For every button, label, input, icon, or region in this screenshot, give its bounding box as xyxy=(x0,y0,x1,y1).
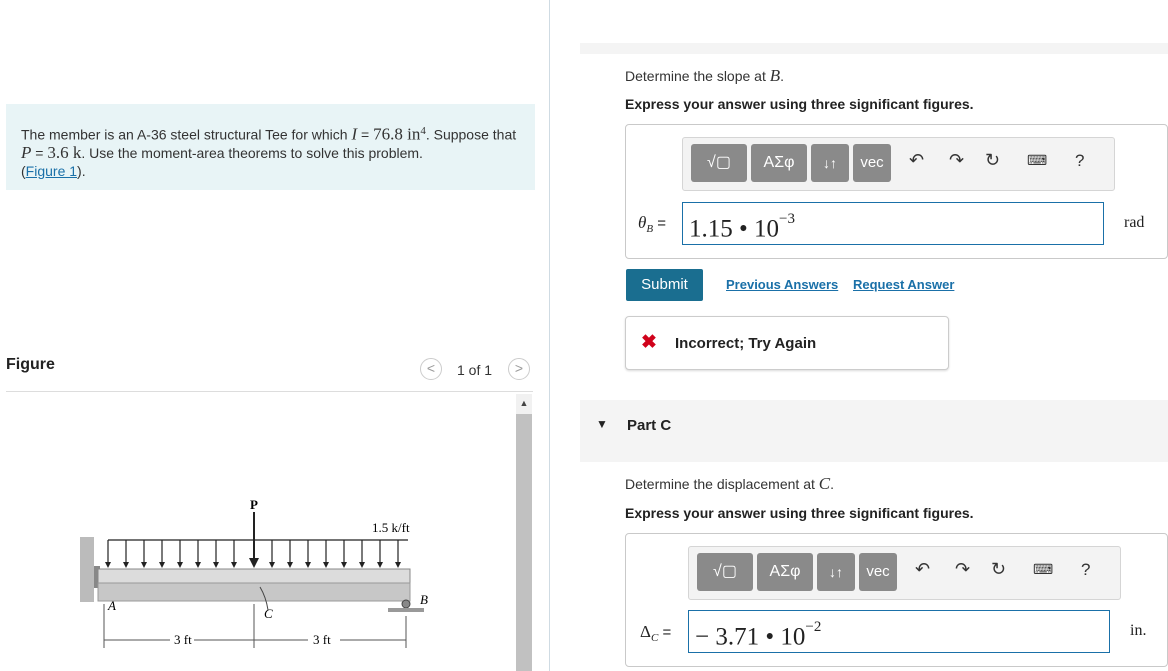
problem-text-3: . Use the moment-area theorems to solve this problem. xyxy=(81,144,423,161)
load-value: 3.6 k xyxy=(47,142,82,162)
reset-icon-c[interactable]: ↻ xyxy=(991,559,1007,579)
label-P: P xyxy=(250,497,258,512)
figure-divider xyxy=(6,391,533,392)
request-answer-link[interactable]: Request Answer xyxy=(853,277,955,292)
greek-symbols-button[interactable]: ΑΣφ xyxy=(751,144,807,182)
delta-symbol: Δ xyxy=(640,622,651,641)
templates-button-c[interactable]: √▢ xyxy=(697,553,753,591)
delta-subscript: C xyxy=(650,632,659,644)
moment-of-inertia-symbol: I xyxy=(351,124,358,144)
part-b-prompt xyxy=(625,66,784,86)
theta-subscript: B xyxy=(646,223,654,235)
reset-icon[interactable]: ↻ xyxy=(985,150,1001,170)
part-b-answer-base: 1.15 • 10 xyxy=(689,215,780,243)
label-A: A xyxy=(108,598,116,613)
redo-icon[interactable]: ↷ xyxy=(949,150,965,170)
equals-label-c: = xyxy=(658,624,672,641)
part-c-variable-label xyxy=(640,622,671,644)
undo-icon[interactable]: ↶ xyxy=(909,150,925,170)
point-load-arrow-head xyxy=(249,558,259,568)
redo-icon-c[interactable]: ↷ xyxy=(955,559,971,579)
moment-of-inertia-exponent: 4 xyxy=(420,125,426,137)
pane-divider xyxy=(549,0,550,671)
part-c-prompt-suffix: . xyxy=(830,476,834,492)
part-c-answer-base: − 3.71 • 10 xyxy=(695,623,806,651)
part-b-header-band xyxy=(580,43,1168,54)
roller-B xyxy=(402,600,410,608)
part-b-prompt-suffix: . xyxy=(780,68,785,84)
part-c-instruction: Express your answer using three significant figures. xyxy=(625,505,974,521)
problem-intro: The member is an A-36 steel structural Tee for which xyxy=(21,126,352,143)
feedback-box xyxy=(625,316,949,370)
incorrect-icon: ✖ xyxy=(641,332,657,353)
part-c-title: Part C xyxy=(627,417,672,434)
submit-button[interactable]: Submit xyxy=(626,269,703,301)
help-icon-c[interactable]: ? xyxy=(1081,560,1091,579)
part-c-answer-exponent: −2 xyxy=(805,619,822,635)
part-c-header[interactable] xyxy=(580,400,1168,462)
fixed-wall-support xyxy=(80,537,94,602)
beam-figure xyxy=(70,492,440,662)
part-b-answer-exponent: −3 xyxy=(779,211,795,227)
greek-symbols-button-c[interactable]: ΑΣφ xyxy=(757,553,813,591)
undo-icon-c[interactable]: ↶ xyxy=(915,559,931,579)
moment-of-inertia-value: 76.8 in xyxy=(373,124,421,144)
previous-figure-button[interactable]: < xyxy=(420,358,442,380)
keyboard-icon-c[interactable]: ⌨ xyxy=(1033,561,1054,577)
part-b-math-toolbar xyxy=(682,137,1115,191)
templates-button[interactable]: √▢ xyxy=(691,144,747,182)
figure-pager: 1 of 1 xyxy=(457,362,493,378)
label-C: C xyxy=(264,606,273,621)
load-symbol: P xyxy=(21,142,32,162)
vector-button[interactable]: vec xyxy=(853,144,891,182)
part-b-prompt-var: B xyxy=(769,66,781,85)
part-b-unit: rad xyxy=(1124,214,1145,231)
part-c-unit: in. xyxy=(1130,622,1147,639)
label-dimension-1: 3 ft xyxy=(174,632,192,647)
part-b-instruction: Express your answer using three significant figures. xyxy=(625,96,974,112)
paren-close: ). xyxy=(77,162,86,179)
equals-sign: = xyxy=(357,126,374,143)
part-c-prompt-var: C xyxy=(818,474,831,493)
part-b-prompt-text: Determine the slope at xyxy=(625,68,770,84)
previous-answers-link[interactable]: Previous Answers xyxy=(726,277,839,292)
vector-button-c[interactable]: vec xyxy=(859,553,897,591)
part-c-answer-panel xyxy=(625,533,1168,667)
next-figure-button[interactable]: > xyxy=(508,358,530,380)
part-c-prompt xyxy=(625,474,834,494)
collapse-caret-icon[interactable]: ▼ xyxy=(596,417,608,431)
paren-open: ( xyxy=(21,162,26,179)
figure-link[interactable]: Figure 1 xyxy=(25,162,78,179)
problem-statement xyxy=(6,104,535,190)
problem-text-2: . Suppose that xyxy=(425,126,517,143)
part-b-answer-input[interactable] xyxy=(682,202,1104,245)
equals-sign-2: = xyxy=(31,144,48,161)
label-distributed-load: 1.5 k/ft xyxy=(372,520,410,535)
figure-scrollbar-thumb[interactable] xyxy=(516,414,532,671)
ground-B xyxy=(388,608,424,612)
beam xyxy=(98,569,410,583)
help-icon[interactable]: ? xyxy=(1075,151,1085,170)
part-c-answer-input[interactable] xyxy=(688,610,1110,653)
theta-symbol: θ xyxy=(638,213,647,232)
part-c-prompt-text: Determine the displacement at xyxy=(625,476,819,492)
figure-title: Figure xyxy=(6,356,55,373)
part-b-answer-panel xyxy=(625,124,1168,259)
beam-web xyxy=(98,583,410,601)
equals-label: = xyxy=(653,215,667,232)
dimension-lines xyxy=(104,604,406,648)
label-B: B xyxy=(420,592,428,607)
part-c-math-toolbar xyxy=(688,546,1121,600)
keyboard-icon[interactable]: ⌨ xyxy=(1027,152,1048,168)
feedback-text: Incorrect; Try Again xyxy=(675,335,817,352)
part-b-variable-label xyxy=(638,213,666,235)
scroll-up-arrow-icon[interactable]: ▲ xyxy=(519,398,529,408)
subscript-superscript-button[interactable]: ↓↑ xyxy=(811,144,849,182)
label-dimension-2: 3 ft xyxy=(313,632,331,647)
subscript-superscript-button-c[interactable]: ↓↑ xyxy=(817,553,855,591)
